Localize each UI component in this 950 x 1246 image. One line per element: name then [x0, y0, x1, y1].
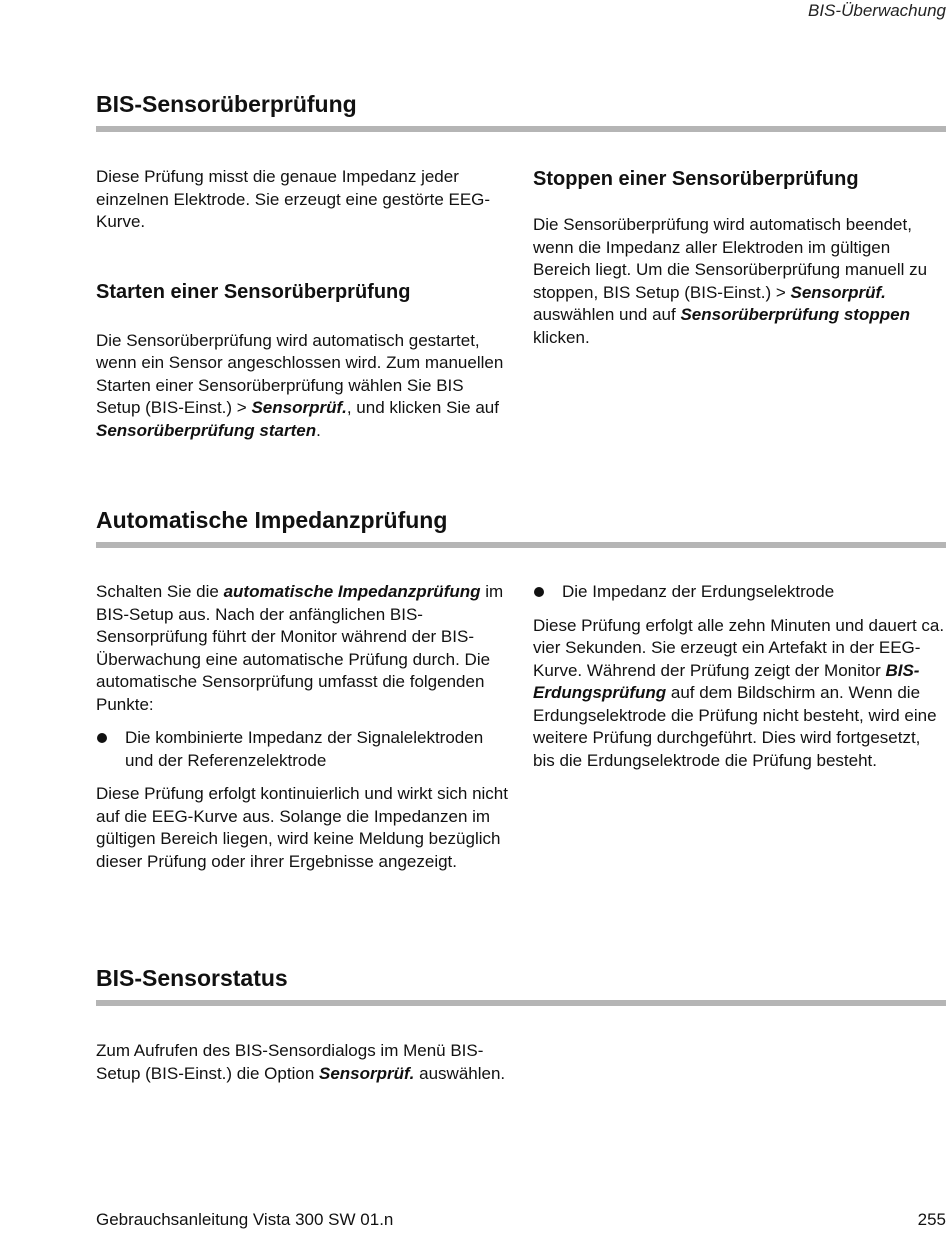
subheading-stop: Stoppen einer Sensorüberprüfung: [533, 168, 859, 190]
list-item: Die Impedanz der Erdungselektrode: [533, 581, 945, 604]
stop-paragraph: Die Sensorüberprüfung wird automatisch beendet, wenn die Impedanz aller Elektroden im gültigen Bereich liegt. Um die Sensorüberprüfung manuell zu stoppen, BIS Setup (BIS-Einst.) > Sensorprüf. auswählen und auf Sensorüberprüfung stoppen klicken.: [533, 215, 928, 347]
subheading-start: Starten einer Sensorüberprüfung: [96, 280, 411, 303]
bullet-icon: [97, 733, 107, 743]
section-bis-sensorueberpruefung: [96, 90, 946, 440]
setting-automatische-impedanzpruefung: automatische Impedanzprüfung: [223, 582, 481, 601]
continuous-check-paragraph: Diese Prüfung erfolgt kontinuierlich und wirkt sich nicht auf die EEG-Kurve aus. Solange die Impedanzen im gültigen Bereich liegen, wird keine Meldung bezüglich dieser Prüfung oder ihrer Ergebnisse angezeigt.: [96, 784, 508, 871]
section-title: Automatische Impedanzprüfung: [96, 507, 448, 533]
section-rule: [96, 126, 946, 132]
left-column: [96, 166, 508, 442]
intro-paragraph: Diese Prüfung misst die genaue Impedanz jeder einzelnen Elektrode. Sie erzeugt eine gestörte EEG-Kurve.: [96, 167, 491, 231]
right-column: [533, 166, 945, 349]
intro-paragraph: Schalten Sie die automatische Impedanzprüfung im BIS-Setup aus. Nach der anfänglichen BIS-Sensorprüfung führt der Monitor während der BIS-Überwachung eine automatische Prüfung durch. Die automatische Sensorprüfung umfasst die folgenden Punkte:: [96, 582, 504, 714]
menu-path-sensorpruef: Sensorprüf.: [251, 398, 347, 417]
left-column: [96, 1040, 508, 1085]
section-rule: [96, 542, 946, 548]
menu-path-sensorpruef: Sensorprüf.: [790, 282, 886, 302]
section-title: BIS-Sensorüberprüfung: [96, 91, 357, 117]
section-automatische-impedanzpruefung: [96, 506, 946, 871]
menu-option-sensorpruef: Sensorprüf.: [319, 1063, 415, 1083]
command-sensorueberpruefung-starten: Sensorüberprüfung starten: [96, 420, 317, 440]
page-number: 255: [917, 1210, 946, 1229]
right-column: [533, 581, 945, 772]
command-sensorueberpruefung-stoppen: Sensorüberprüfung stoppen: [680, 305, 910, 324]
sensor-status-paragraph: Zum Aufrufen des BIS-Sensordialogs im Menü BIS-Setup (BIS-Einst.) die Option Sensorprüf. auswählen.: [96, 1041, 506, 1083]
running-header: BIS-Überwachung: [808, 1, 946, 20]
left-column: [96, 581, 508, 873]
ground-check-paragraph: Diese Prüfung erfolgt alle zehn Minuten und dauert ca. vier Sekunden. Sie erzeugt ein Artefakt in der EEG-Kurve. Während der Prüfung zeigt der Monitor BIS-Erdungsprüfung auf dem Bildschirm an. Wenn die Erdungselektrode die Prüfung nicht besteht, wird eine weitere Prüfung durchgeführt. Dies wird fortgesetzt, bis die Erdungselektrode die Prüfung besteht.: [533, 615, 945, 770]
section-title: BIS-Sensorstatus: [96, 965, 288, 991]
section-bis-sensorstatus: [96, 964, 946, 1083]
bullet-icon: [534, 587, 544, 597]
section-rule: [96, 1000, 946, 1006]
list-item: Die kombinierte Impedanz der Signalelektroden und der Referenzelektrode: [96, 727, 508, 772]
footer-manual-title: Gebrauchsanleitung Vista 300 SW 01.n: [96, 1210, 394, 1229]
message-bis-erdungspruefung: BIS-Erdungsprüfung: [533, 660, 920, 702]
start-paragraph: Die Sensorüberprüfung wird automatisch gestartet, wenn ein Sensor angeschlossen wird. Zum manuellen Starten einer Sensorüberprüfung wählen Sie BIS Setup (BIS-Einst.) > Sensorprüf., und klicken Sie auf Sensorüberprüfung starten.: [96, 330, 504, 440]
